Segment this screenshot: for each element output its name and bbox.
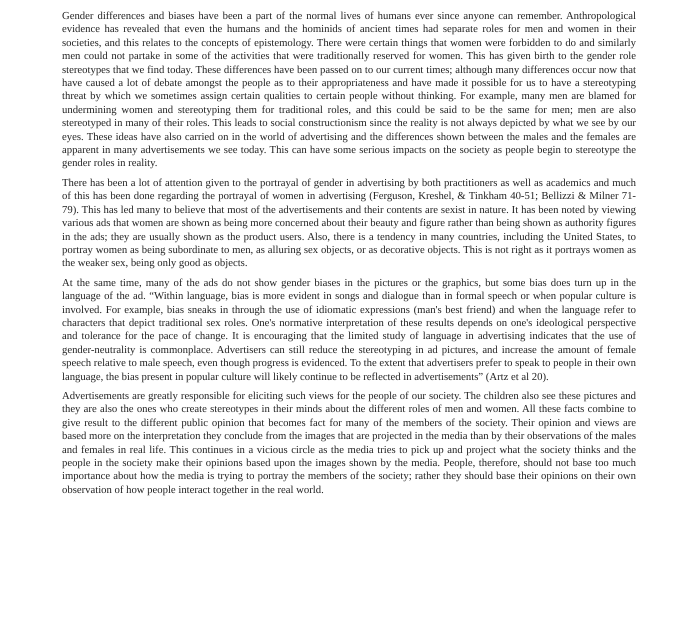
paragraph-language-bias: At the same time, many of the ads do not show gender biases in the pictures or the graphics, but some bias does turn up in the language of the ad. “Within language, bias is more evident in songs and dialogue than in formal speech or when popular culture is involved. For example, bias sneaks in through the use of idiomatic expressions (man's best friend) and when the language refer to characters that depict traditional sex roles. One's normative interpretation of these results depends on one's ideological perspective and tolerance for the pace of change. It is encouraging that the limited study of language in advertising indicates that the use of gender-neutrality is commonplace. Advertisers can still reduce the stereotyping in ad pictures, and increase the amount of female speech relative to male speech, even though progress is evidenced. To the extent that advertisers prefer to speak to people in their own language, the bias present in popular culture will likely continue to be reflected in advertisements” (Artz et al 20). bbox=[62, 276, 636, 383]
paragraph-advertising-portrayal: There has been a lot of attention given to the portrayal of gender in advertising by both practitioners as well as academics and much of this has been done regarding the portrayal of women in advertising (Ferguson, Kreshel, & Tinkham 40-51; Bellizzi & Milner 71-79). This has led many to believe that most of the advertisements and their contents are sexist in nature. It has been noted by viewing various ads that women are shown as being more concerned about their beauty and figure rather than being shown as authority figures in the ads; they are usually shown as the product users. Also, there is a tendency in many countries, including the United States, to portray women as being subordinate to men, as alluring sex objects, or as decorative objects. This is not right as it portrays women as the weaker sex, being only good as objects. bbox=[62, 176, 636, 270]
document-page bbox=[62, 10, 636, 503]
paragraph-public-opinion: Advertisements are greatly responsible for eliciting such views for the people of our society. The children also see these pictures and they are also the ones who create stereotypes in their minds about the different roles of men and women. All these facts combine to give result to the different public opinion that becomes fact for many of the members of the society. Their opinion and views are based more on the interpretation they conclude from the images that are projected in the media than by their observations of the males and females in real life. This continues in a vicious circle as the media tries to pick up and project what the society thinks and the people in the society make their opinions based upon the images shown by the media. People, therefore, should not base too much importance about how the media is trying to portray the members of the society; rather they should base their opinions on their own observation of how people interact together in the real world. bbox=[62, 389, 636, 496]
paragraph-gender-history: Gender differences and biases have been a part of the normal lives of humans ever since anyone can remember. Anthropological evidence has revealed that even the humans and the hominids of ancient times had separate roles for men and women in their societies, and this relates to the concepts of epistemology. There were certain things that women were forbidden to do and similarly men could not partake in some of the activities that were traditionally reserved for women. This has given birth to the gender role stereotypes that we find today. These differences have been passed on to our current times; although many differences occur now that have caused a lot of debate amongst the people as to their appropriateness and have made it possible for us to have a stereotyping threat by which we sometimes assign certain qualities to certain people without thinking. For example, many men are blamed for undermining women and stereotyping them for traditional roles, and this could be said to be the same for men; men are also stereotyped in many of their roles. This leads to social constructionism since the reality is not always depicted by what we see by our eyes. These ideas have also carried on in the world of advertising and the differences shown between the males and the females are apparent in many advertisements we see today. This can have some serious impacts on the society as people begin to stereotype the gender roles in reality. bbox=[62, 10, 636, 170]
